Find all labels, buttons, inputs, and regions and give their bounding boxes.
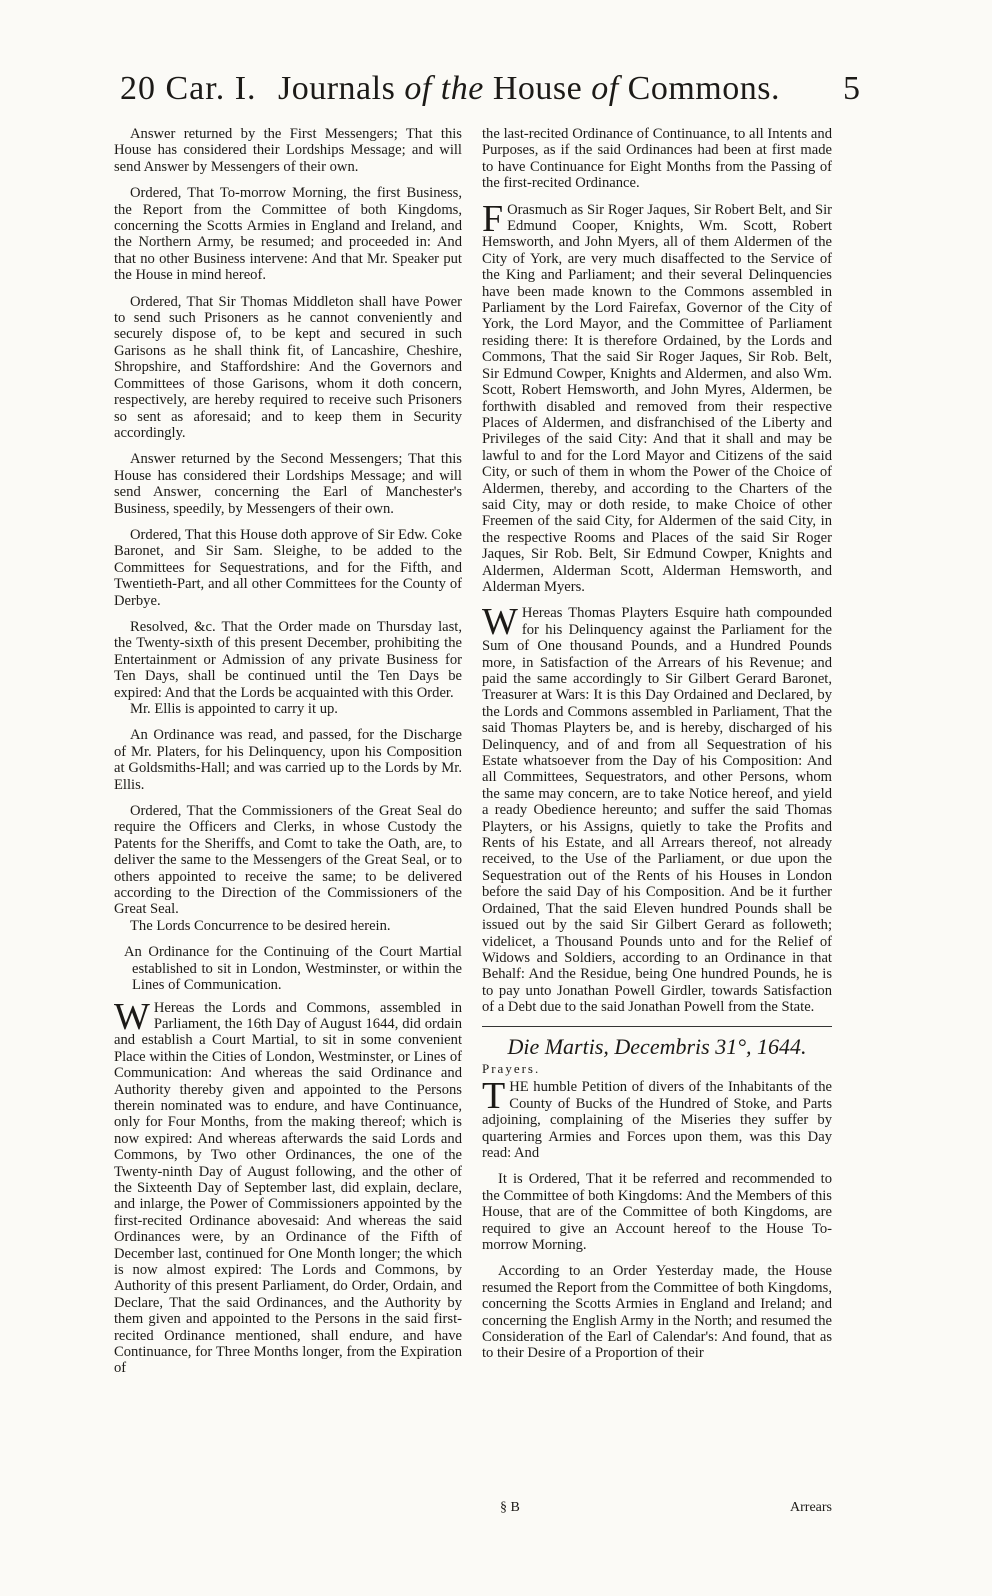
drop-capital: W — [482, 601, 518, 644]
prayers-heading: Prayers. — [482, 1060, 541, 1076]
section-divider — [482, 1026, 832, 1027]
catchword: Arrears — [790, 1500, 832, 1515]
entry-answer-second: Answer returned by the Second Messengers; That this House has considered their Lordships Message; and will send Answer, concerning the Earl of Manchester's Business, speedily, by Messengers of their own. — [114, 451, 462, 517]
entry-order-middleton: Ordered, That Sir Thomas Middleton shall have Power to send such Prisoners as he cannot conveniently and securely dispose of, to be kept and secured in such Garisons as he shall think fit, of Lancashire, Cheshire, Shropshire, and Staffordshire: And the Governors and Committees of those Garisons, whom it doth concern, respectively, are hereby required to receive such Prisoners so sent as aforesaid; and to keep them in Security accordingly. — [114, 293, 462, 441]
right-column — [482, 126, 832, 1372]
entry-answer-first: Answer returned by the First Messengers; That this House has considered their Lordships Message; and will send Answer by Messengers of their own. — [114, 126, 462, 175]
entry-resolved: Resolved, &c. That the Order made on Thursday last, the Twenty-sixth of this present December, prohibiting the Entertainment or Admission of any private Business for Ten Days, shall be continued until the Ten Days be expired: And that the Lords be acquainted with this Order. — [114, 618, 462, 701]
entry-concurrence: The Lords Concurrence to be desired herein. — [130, 917, 391, 934]
ordinance-playters: W Hereas Thomas Playters Esquire hath compounded for his Delinquency against the Parliament for the Sum of One thousand Pounds, and a Hundred Pounds more, in Satisfaction of the Arrears of his Revenue; and paid the same accordingly to Sir Gilbert Gerard Baronet, Treasurer at Wars: It is this Day Ordained and Declared, by the Lords and Commons assembled in Parliament, That the said Thomas Playters be, and is hereby, discharged of his Delinquency, and of and from all Sequestration of his Estate whatsoever from the Day of his Composition: And all Committees, Sequestrators, and other Persons, whom the same may concern, are to take Notice hereof, and yield a ready Obedience hereunto; and suffer the said Thomas Playters, or his Assigns, quietly to take the Profits and Rents of his Estate, and all Arrears thereof, not already received, to the Use of the Parliament, or due upon the Sequestration out of the Rents of his Houses in London before the said Day of his Composition. And be it further Ordained, That the said Eleven hundred Pounds shall be issued out by the said Sir Gilbert Gerard as followeth; videlicet, a Thousand Pounds unto and for the Relief of Widows and Soldiers, according to an Ordinance in that Behalf: And the Residue, being One hundred Pounds, he is to pay unto Jonathan Powell Girdler, towards Satisfaction of a Debt due to the said Jonathan Powell from the State. — [482, 601, 832, 1016]
entry-report-resumed: According to an Order Yesterday made, the House resumed the Report from the Committee of both Kingdoms, concerning the Scotts Armies in England and Ireland; and concerning the English Army in the North; and resumed the Consideration of the Earl of Calendar's: And found, that as to their Desire of a Proportion of their — [482, 1263, 832, 1362]
entry-ordinance-platers: An Ordinance was read, and passed, for the Discharge of Mr. Platers, for his Delinquency, upon his Composition at Goldsmiths-Hall; and was carried up to the Lords by Mr. Ellis. — [114, 727, 462, 793]
entry-petition-bucks: THE humble Petition of divers of the Inhabitants of the County of Bucks of the Hundred of Stoke, and Parts adjoining, complaining of the Miseries they suffer by quartering Armies and Forces upon them, was this Day read: And — [482, 1075, 832, 1161]
entry-order-derbye: Ordered, That this House doth approve of Sir Edw. Coke Baronet, and Sir Sam. Sleighe, to be added to the Committees for Sequestrations, and for the Fifth, and Twentieth-Part, and all other Committees for the County of Derbye. — [114, 526, 462, 609]
signature-mark: § B — [500, 1500, 520, 1515]
ordinance-york-aldermen: F Orasmuch as Sir Roger Jaques, Sir Robert Belt, and Sir Edmund Cooper, Knights, Wm. Scott, Robert Hemsworth, and John Myers, all of them Aldermen of the City of York, are very much disaffected to the Service of the King and Parliament; and their several Delinquencies have been made known to the Commons assembled in Parliament by the Lord Fairefax, Governor of the City of York, the Lord Mayor, and the Committee of Parliament residing there: It is therefore Ordained, by the Lords and Commons, That the said Sir Roger Jaques, Sir Rob. Belt, Sir Edmund Cowper, Knights and Aldermen, and also Wm. Scott, Robert Hemsworth, and John Myres, Aldermen, be forthwith disabled and removed from their respective Places of Aldermen, and disfranchised of the Liberty and Privileges of the said City: And that it shall and may be lawful to and for the Lord Mayor and Citizens of the said City, or such of them in whom the Power of the Choice of Aldermen, thereby, and according to the Charters of the said City, may or doth reside, to make Choice of other Freemen of the said City, for Aldermen of the said City, in the respective Rooms and Places of the said Sir Roger Jaques, Sir Rob. Belt, Sir Edmund Cowper, Knights and Aldermen, Alderman Scott, Alderman Hemsworth, and Alderman Myers. — [482, 197, 832, 595]
drop-capital: T — [482, 1075, 506, 1118]
running-header — [0, 70, 992, 116]
entry-ordered-referred: It is Ordered, That it be referred and recommended to the Committee of both Kingdoms: And the Members of this House, that are of the Committee of both Kingdoms, are required to give an Account hereof to the House To-morrow Morning. — [482, 1171, 832, 1253]
drop-capital: F — [482, 197, 504, 240]
ordinance-continuance-end: the last-recited Ordinance of Continuance, to all Intents and Purposes, as if the said Ordinances had been at first made to have Continuance for Eight Months from the Passing of the first-recited Ordinance. — [482, 126, 832, 192]
page-number: 5 — [843, 70, 860, 107]
entry-order-great-seal: Ordered, That the Commissioners of the Great Seal do require the Officers and Clerks, in whose Custody the Patents for the Sheriffs, and Comt to take the Oath, are, to deliver the same to the Messengers of the Great Seal, or to others appointed to receive the same; to be delivered according to the Direction of the Commissioners of the Great Seal. — [114, 803, 462, 918]
left-column — [114, 126, 462, 1387]
entry-ellis: Mr. Ellis is appointed to carry it up. — [130, 701, 338, 717]
regnal-year: 20 Car. I. — [120, 70, 257, 107]
ordinance-heading-court-martial: An Ordinance for the Continuing of the Court Martial established to sit in London, Westminster, or within the Lines of Communication. — [124, 944, 462, 994]
entry-order-scotts-armies: Ordered, That To-morrow Morning, the first Business, the Report from the Committee of both Kingdoms, concerning the Scotts Armies in England and Ireland, and the Northern Army, be resumed; and proceeded in: And that no other Business intervene: And that Mr. Speaker put the House in mind hereof. — [114, 185, 462, 284]
drop-capital: W — [114, 995, 150, 1038]
page-footer — [482, 1500, 832, 1520]
ordinance-court-martial-text: W Hereas the Lords and Commons, assembled in Parliament, the 16th Day of August 1644, did ordain and establish a Court Martial, to sit in some convenient Place within the Cities of London, Westminster, or Lines of Communication: And whereas the said Ordinance and Authority thereby given and appointed to the Persons therein nominated was to endure, and have Continuance, only for Four Months, from the making thereof; which is now expired: And whereas afterwards the said Lords and Commons, by Two other Ordinances, the one of the Twenty-ninth Day of August following, and the other of the Sixteenth Day of September last, did explain, declare, and inlarge, the Power of Commissioners appointed by the first-recited Ordinance abovesaid: And whereas the said Ordinances were, by an Ordinance of the Fifth of December last, continued for One Month longer; the which is now almost expired: The Lords and Commons, by Authority of this present Parliament, do Order, Ordain, and Declare, That the said Ordinances, and the Authority by them given and appointed to the Persons in the said first-recited Ordinance mentioned, shall endure, and have Continuance, for Three Months longer, from the Expiration of — [114, 995, 462, 1377]
journal-title: Journals of the House of Commons. — [278, 70, 780, 107]
date-heading: Die Martis, Decembris 31°, 1644. — [507, 1033, 807, 1059]
